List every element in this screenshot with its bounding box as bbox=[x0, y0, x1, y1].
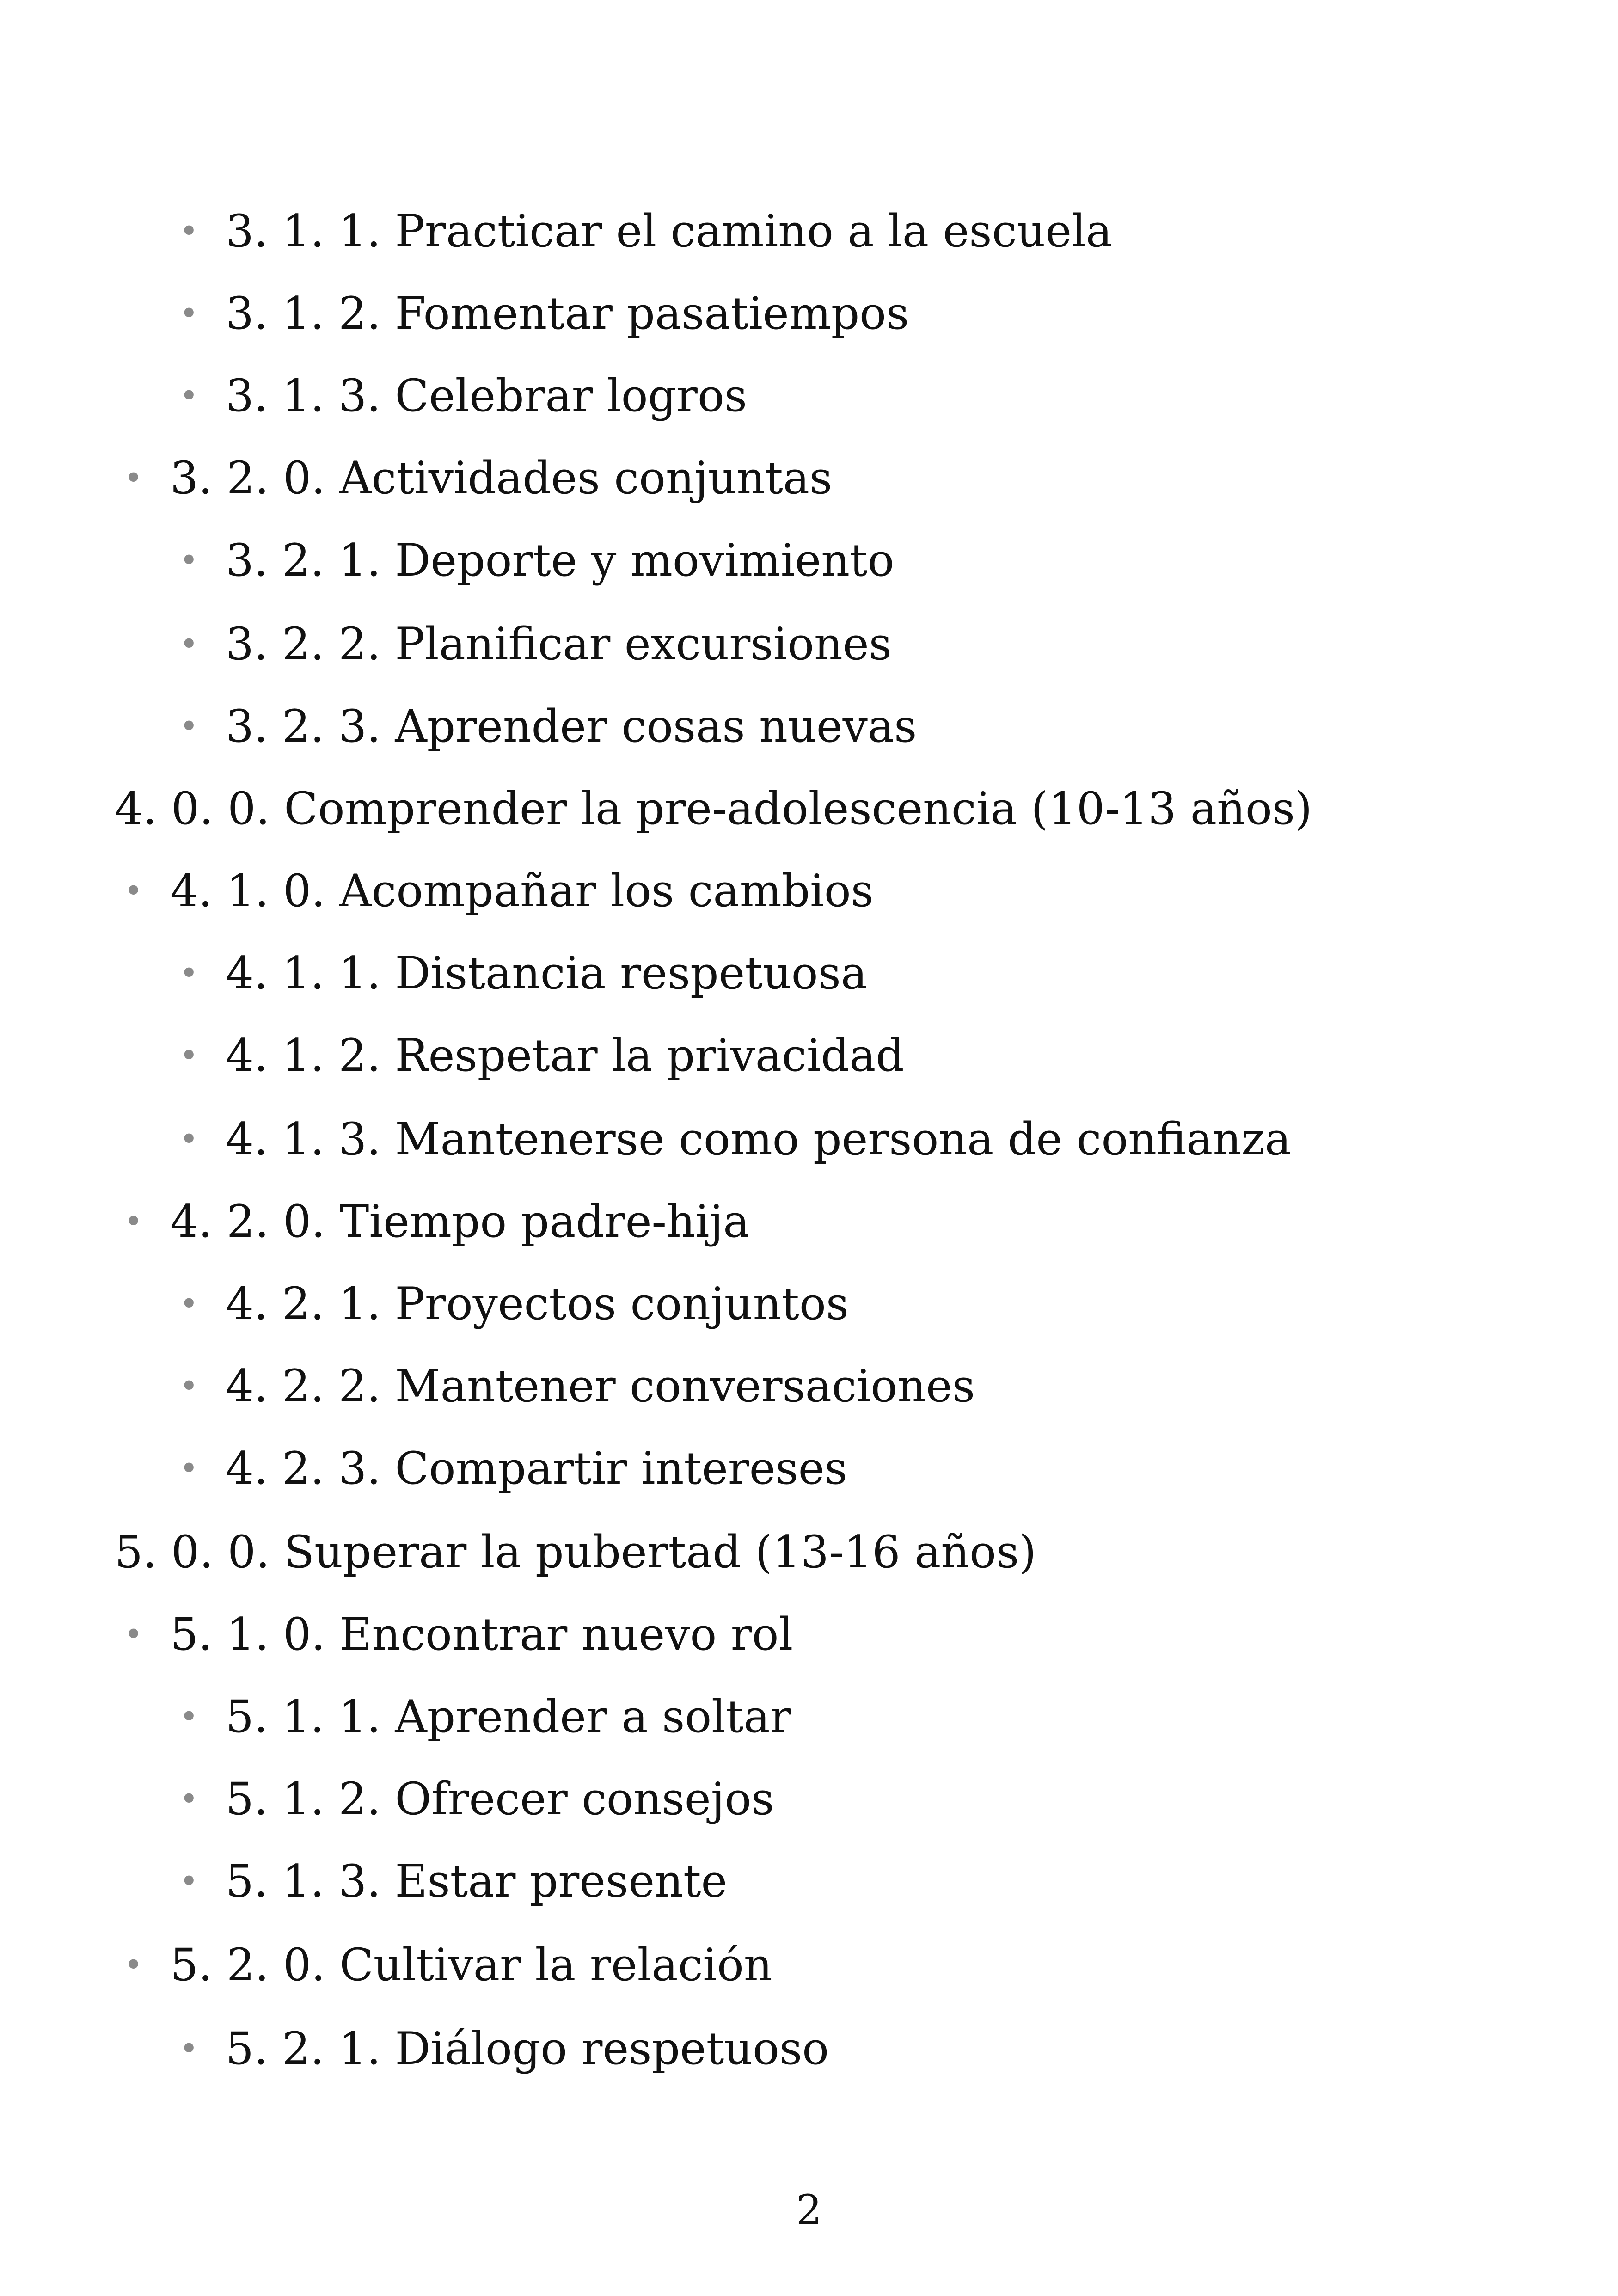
bullet-icon: • bbox=[179, 1037, 199, 1074]
toc-section-label: 5. 2. 0. Cultivar la relación bbox=[170, 1939, 772, 1991]
bullet-icon: • bbox=[179, 295, 199, 332]
toc-entry-label: 3. 1. 1. Practicar el camino a la escuela bbox=[226, 205, 1113, 257]
toc-section-label: 4. 2. 0. Tiempo padre-hija bbox=[170, 1196, 750, 1247]
toc-entry-label: 5. 2. 1. Diálogo respetuoso bbox=[226, 2023, 829, 2075]
toc-entry-label: 4. 1. 2. Respetar la privacidad bbox=[226, 1030, 904, 1081]
bullet-icon: • bbox=[179, 1285, 199, 1323]
toc-entry-label: 4. 1. 3. Mantenerse como persona de confianza bbox=[226, 1113, 1291, 1165]
toc-chapter-label: 5. 0. 0. Superar la pubertad (13-16 años) bbox=[115, 1526, 1036, 1578]
bullet-icon: • bbox=[179, 1449, 199, 1487]
bullet-icon: • bbox=[179, 1862, 199, 1900]
bullet-icon: • bbox=[179, 2030, 199, 2068]
bullet-icon: • bbox=[179, 1698, 199, 1736]
toc-section-label: 3. 2. 0. Actividades conjuntas bbox=[170, 452, 833, 504]
bullet-icon: • bbox=[179, 954, 199, 992]
toc-entry-label: 5. 1. 3. Estar presente bbox=[226, 1855, 728, 1907]
toc-entry-label: 3. 2. 3. Aprender cosas nuevas bbox=[226, 700, 917, 752]
toc-section-label: 5. 1. 0. Encontrar nuevo rol bbox=[170, 1608, 793, 1660]
bullet-icon: • bbox=[179, 541, 199, 579]
toc-entry-label: 4. 1. 1. Distancia respetuosa bbox=[226, 947, 868, 999]
bullet-icon: • bbox=[179, 212, 199, 250]
bullet-icon: • bbox=[124, 872, 143, 910]
bullet-icon: • bbox=[124, 459, 143, 497]
toc-section-label: 4. 1. 0. Acompañar los cambios bbox=[170, 865, 874, 917]
bullet-icon: • bbox=[179, 1780, 199, 1818]
bullet-icon: • bbox=[124, 1203, 143, 1240]
toc-entry-label: 5. 1. 1. Aprender a soltar bbox=[226, 1691, 791, 1743]
toc-entry-label: 3. 2. 1. Deporte y movimiento bbox=[226, 534, 895, 586]
bullet-icon: • bbox=[124, 1946, 143, 1984]
toc-entry-label: 5. 1. 2. Ofrecer consejos bbox=[226, 1773, 774, 1825]
toc-entry-label: 3. 2. 2. Planificar excursiones bbox=[226, 618, 892, 670]
toc-entry-label: 4. 2. 1. Proyectos conjuntos bbox=[226, 1278, 849, 1330]
bullet-icon: • bbox=[179, 1367, 199, 1405]
toc-entry-label: 4. 2. 3. Compartir intereses bbox=[226, 1443, 847, 1494]
bullet-icon: • bbox=[124, 1615, 143, 1653]
toc-entry-label: 4. 2. 2. Mantener conversaciones bbox=[226, 1360, 975, 1412]
toc-entry-label: 3. 1. 3. Celebrar logros bbox=[226, 370, 747, 422]
toc-entry-label: 3. 1. 2. Fomentar pasatiempos bbox=[226, 288, 909, 339]
bullet-icon: • bbox=[179, 1120, 199, 1158]
bullet-icon: • bbox=[179, 707, 199, 745]
toc-chapter-label: 4. 0. 0. Comprender la pre-adolescencia (10-13 años) bbox=[115, 783, 1312, 835]
bullet-icon: • bbox=[179, 625, 199, 663]
page-number: 2 bbox=[796, 2186, 822, 2234]
bullet-icon: • bbox=[179, 377, 199, 415]
